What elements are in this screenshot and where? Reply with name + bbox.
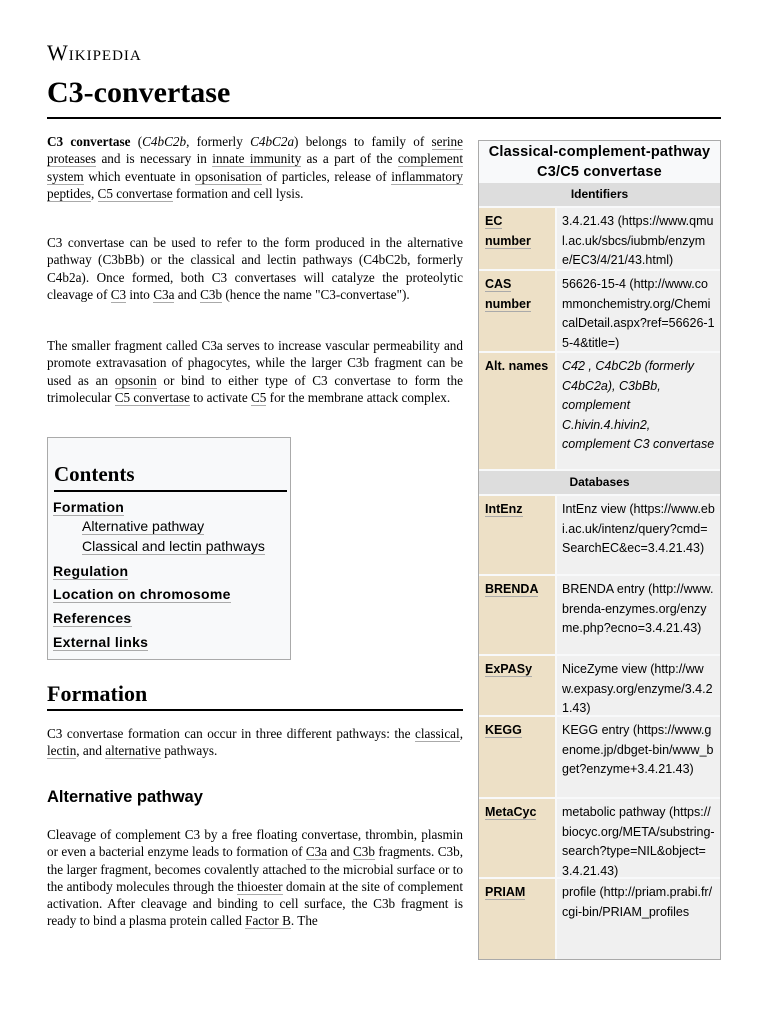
link-c3a[interactable]: C3a: [153, 286, 175, 302]
text: and is necessary in: [96, 151, 213, 167]
link-c3[interactable]: C3: [110, 286, 127, 302]
text: for the membrane attack complex.: [266, 389, 451, 405]
link-c5[interactable]: C5: [250, 389, 267, 405]
section-heading-formation: Formation: [47, 681, 148, 706]
text: fragments. C3b, the larger fragment, becomes covalently attached to the microbial surface or to the antibody molecules through the: [47, 844, 464, 894]
link-lectin[interactable]: lectin: [47, 743, 77, 759]
infobox-label-brenda[interactable]: [479, 576, 555, 654]
link-opsonin[interactable]: opsonin: [114, 372, 157, 388]
italic-term: C4bC2b: [142, 134, 187, 149]
infobox-value-kegg[interactable]: KEGG entry (https://www.genome.jp/dbget-bin/www_bget?enzyme+3.4.21.43): [557, 717, 720, 797]
toc-item-regulation[interactable]: Regulation: [53, 563, 129, 579]
text: of particles, release of: [261, 168, 392, 184]
text: ,: [90, 185, 98, 201]
title-divider: [47, 117, 721, 119]
text: ,: [459, 726, 463, 741]
link-thioester[interactable]: thioester: [237, 878, 283, 894]
label-text[interactable]: BRENDA: [485, 582, 539, 596]
text: (hence the name "C3-convertase").: [222, 286, 410, 302]
infobox-value-ec-number[interactable]: 3.4.21.43 (https://www.qmul.ac.uk/sbcs/iubmb/enzyme/EC3/4/21/43.html): [557, 208, 720, 269]
infobox-label-metacyc[interactable]: [479, 799, 555, 877]
text: which eventuate in: [83, 168, 196, 184]
subsection-heading-alternative-pathway: Alternative pathway: [47, 788, 203, 806]
text: and: [327, 844, 353, 860]
toc-item-formation[interactable]: Formation: [53, 499, 125, 515]
infobox-value-metacyc[interactable]: metabolic pathway (https://biocyc.org/META/substring-search?type=NIL&object=3.4.21.43): [557, 799, 720, 877]
table-of-contents: [47, 437, 291, 660]
label-text[interactable]: IntEnz: [485, 502, 523, 516]
infobox-label-priam[interactable]: [479, 879, 555, 960]
infobox-label-alt-names: Alt. names: [479, 353, 555, 469]
label-text[interactable]: ExPASy: [485, 662, 533, 676]
toc-item-external-links[interactable]: External links: [53, 634, 149, 650]
label-text[interactable]: PRIAM: [485, 885, 526, 899]
label-text[interactable]: MetaCyc: [485, 805, 537, 819]
toc-item-classical-lectin-pathways[interactable]: Classical and lectin pathways: [82, 538, 265, 554]
infobox-value-alt-names: C4̄2 , C4bC2b (formerly C4bC2a), C3bBb, complement C.hivin.4.hivin2, complement C3 convertase: [557, 353, 720, 469]
intro-paragraph-3: [47, 337, 463, 406]
formation-paragraph: [47, 725, 463, 760]
link-c3a[interactable]: C3a: [305, 844, 328, 860]
infobox-label-cas-number[interactable]: [479, 271, 555, 351]
infobox-value-intenz[interactable]: IntEnz view (https://www.ebi.ac.uk/intenz/query?cmd=SearchEC&ec=3.4.21.43): [557, 496, 720, 574]
infobox-value-expasy[interactable]: NiceZyme view (http://www.expasy.org/enzyme/3.4.21.43): [557, 656, 720, 715]
text: . The: [290, 913, 318, 929]
text: and: [174, 286, 201, 302]
link-alternative[interactable]: alternative: [105, 743, 161, 759]
text: , and: [76, 743, 106, 759]
bold-term: C3 convertase: [47, 134, 131, 149]
text: pathways.: [160, 743, 218, 759]
toc-item-alternative-pathway[interactable]: Alternative pathway: [82, 518, 205, 534]
label-text[interactable]: EC number: [485, 214, 531, 248]
text: C3 convertase formation can occur in three different pathways: the: [47, 726, 416, 741]
infobox-label-expasy[interactable]: [479, 656, 555, 715]
link-c5-convertase[interactable]: C5 convertase: [97, 185, 173, 201]
text: or bind to either type of C3 convertase to form the trimolecular: [47, 372, 463, 405]
infobox-section-databases: Databases: [479, 471, 720, 494]
label-text[interactable]: CAS number: [485, 277, 531, 311]
text: The smaller fragment called C3a serves to increase vascular permeability and promote extravasation of phagocytes, while the larger C3b fragment can be used as an: [47, 338, 463, 388]
toc-divider: [54, 490, 287, 492]
text: , formerly: [186, 134, 251, 149]
page-title: C3-convertase: [47, 76, 231, 109]
link-serine-proteases[interactable]: serine proteases: [47, 134, 463, 167]
alternative-pathway-paragraph: [47, 826, 463, 930]
text: C3 convertase can be used to refer to the form produced in the alternative pathway (C3bBb) or the classical and lectin pathways (C4bC2b, formerly C4b2a). Once formed, both C3 convertases will catalyze the proteolytic cleavage of: [47, 235, 463, 302]
toc-title: Contents: [54, 462, 135, 486]
infobox-label-intenz[interactable]: [479, 496, 555, 574]
link-innate-immunity[interactable]: innate immunity: [212, 151, 302, 167]
text: to activate: [189, 389, 251, 405]
infobox-label-kegg[interactable]: [479, 717, 555, 797]
infobox-value-priam[interactable]: profile (http://priam.prabi.fr/cgi-bin/PRIAM_profiles: [557, 879, 720, 960]
label-text[interactable]: KEGG: [485, 723, 522, 737]
infobox-value-cas-number[interactable]: 56626-15-4 (http://www.commonchemistry.org/ChemicalDetail.aspx?ref=56626-15-4&title=): [557, 271, 720, 351]
infobox-section-identifiers: Identifiers: [479, 183, 720, 206]
link-c3b[interactable]: C3b: [200, 286, 223, 302]
text: (: [130, 134, 143, 149]
wikipedia-logo[interactable]: Wikipedia: [47, 40, 142, 65]
link-classical[interactable]: classical: [415, 726, 460, 741]
toc-item-references[interactable]: References: [53, 610, 132, 626]
infobox-value-brenda[interactable]: BRENDA entry (http://www.brenda-enzymes.org/enzyme.php?ecno=3.4.21.43): [557, 576, 720, 654]
toc-item-location-on-chromosome[interactable]: Location on chromosome: [53, 586, 231, 602]
text: ) belongs to family of: [294, 134, 432, 149]
link-factor-b[interactable]: Factor B: [245, 913, 291, 929]
section-divider: [47, 709, 463, 711]
link-complement-system[interactable]: complement system: [47, 151, 464, 184]
infobox-title: Classical-complement-pathway C3/C5 convertase: [488, 144, 711, 180]
text: into: [126, 286, 154, 302]
link-c3b[interactable]: C3b: [352, 844, 375, 860]
text: formation and cell lysis.: [172, 185, 304, 201]
intro-paragraph-1: [47, 133, 463, 202]
infobox: [478, 140, 721, 960]
text: domain at the site of complement activation. After cleavage and binding to cell surface, the C3b fragment is ready to bind a plasma protein called: [47, 878, 463, 929]
link-c5-convertase[interactable]: C5 convertase: [114, 389, 190, 405]
link-inflammatory-peptides[interactable]: inflammatory peptides: [47, 168, 463, 201]
italic-term: C4bC2a: [250, 134, 295, 149]
intro-paragraph-2: [47, 234, 463, 303]
link-opsonisation[interactable]: opsonisation: [195, 168, 262, 184]
infobox-label-ec-number[interactable]: [479, 208, 555, 269]
text: as a part of the: [301, 151, 398, 167]
text: Cleavage of complement C3 by a free floating convertase, thrombin, plasmin or even a bacterial enzyme leads to formation of: [47, 827, 463, 860]
